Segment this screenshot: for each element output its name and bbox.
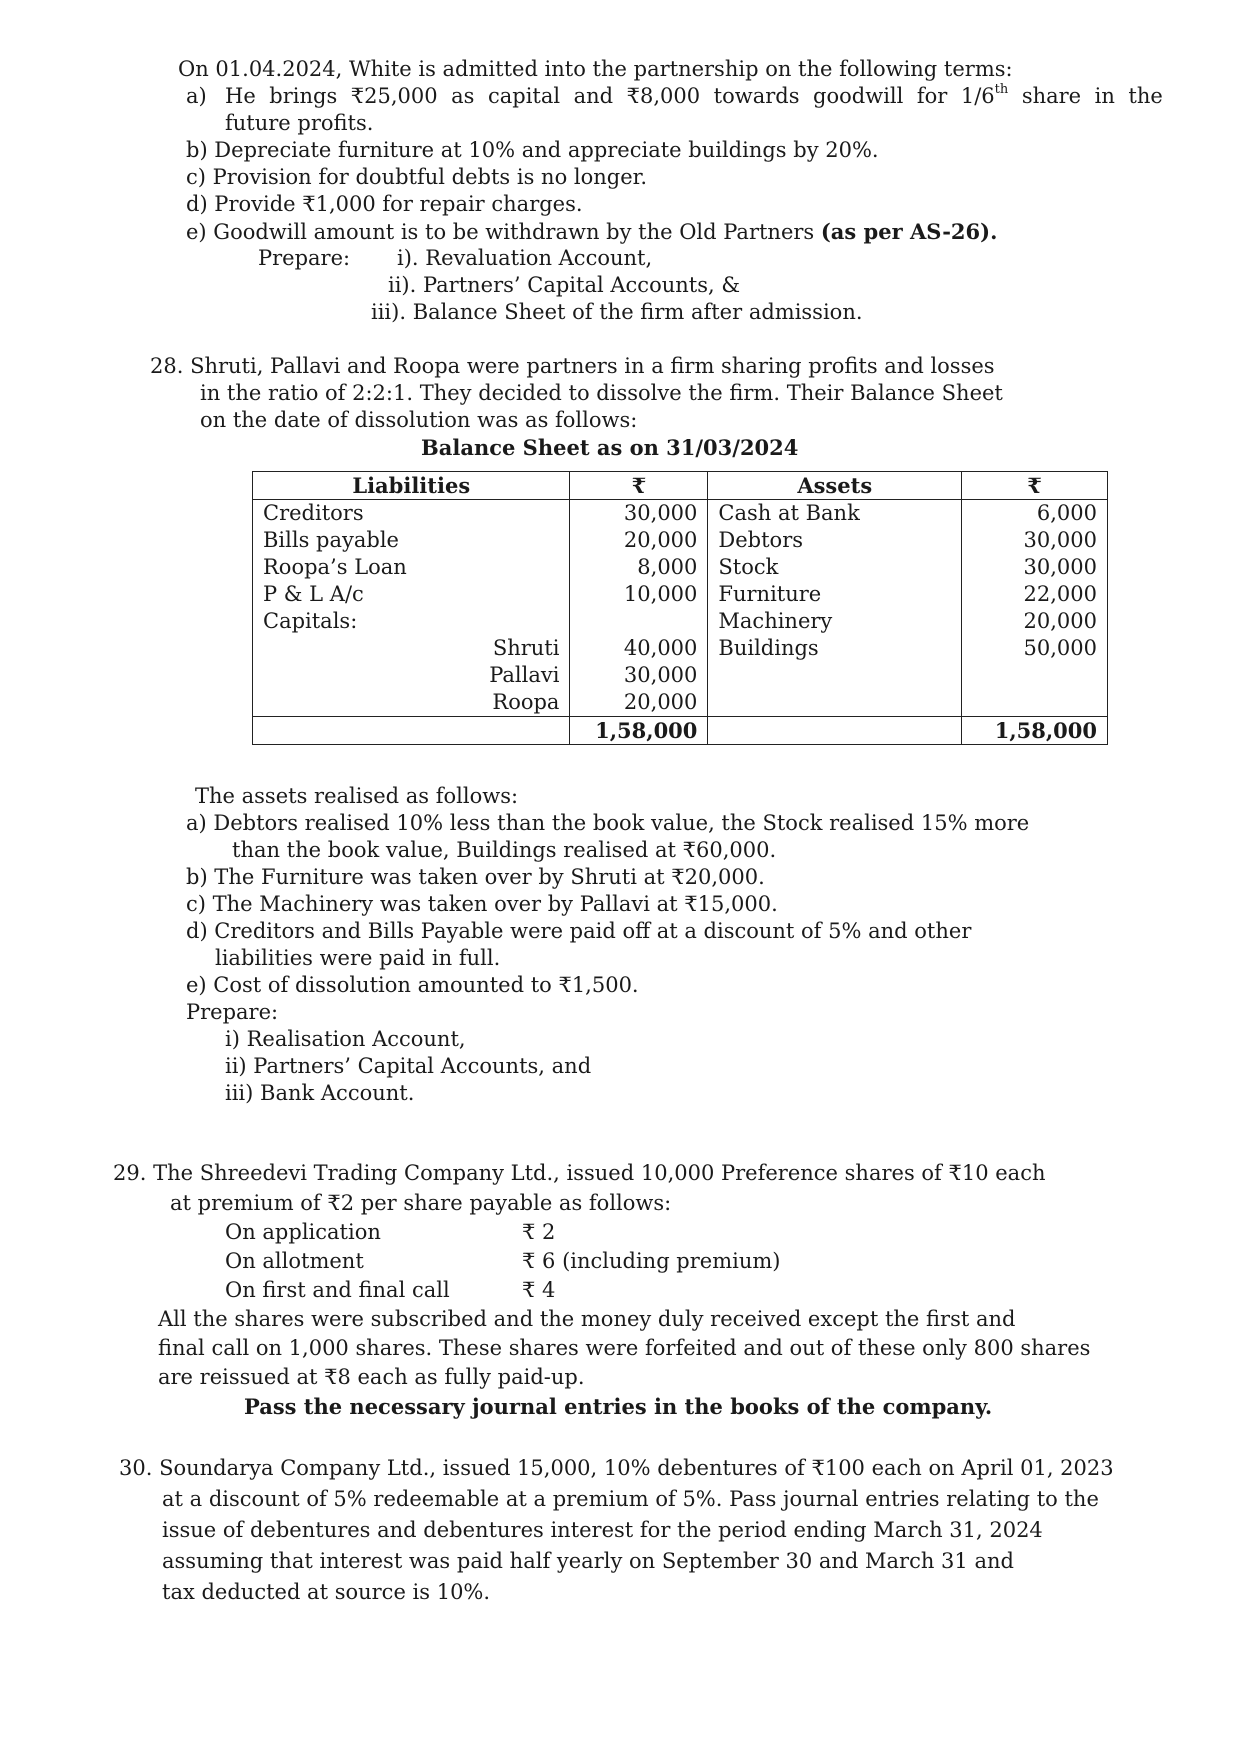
q28-realised-intro: The assets realised as follows: — [195, 784, 519, 808]
q27-a-word: the — [1128, 84, 1163, 108]
q27-prepare-item: i). Revaluation Account, — [397, 246, 653, 270]
asset-amount: 30,000 — [1023, 555, 1097, 579]
asset-item: Stock — [718, 555, 779, 579]
q28-prepare-item: ii) Partners’ Capital Accounts, and — [225, 1054, 592, 1078]
q27-c: c) Provision for doubtful debts is no longer. — [186, 165, 648, 189]
q28-prepare-item: i) Realisation Account, — [225, 1027, 466, 1051]
q28-d-line1: d) Creditors and Bills Payable were paid off at a discount of 5% and other — [186, 919, 972, 943]
q27-a-superscript: th — [994, 82, 1009, 97]
q27-a-fraction — [961, 83, 1008, 110]
liability-amounts-column — [570, 500, 708, 717]
header-rupee: ₹ — [570, 472, 708, 500]
liability-item: Roopa’s Loan — [263, 555, 407, 579]
q27-a-word: capital — [487, 84, 561, 108]
table-header-row — [253, 472, 1108, 500]
q27-a-word: as — [451, 84, 475, 108]
q28-a-line1: a) Debtors realised 10% less than the book value, the Stock realised 15% more — [186, 811, 1030, 835]
header-rupee: ₹ — [962, 472, 1108, 500]
q30-line4: assuming that interest was paid half yearly on September 30 and March 31 and — [162, 1549, 1014, 1573]
q29-para-line: All the shares were subscribed and the money duly received except the first and — [158, 1307, 1016, 1331]
asset-item: Buildings — [718, 636, 819, 660]
assets-column — [708, 500, 962, 717]
q29-para-line: are reissued at ₹8 each as fully paid-up. — [158, 1365, 585, 1389]
q27-prepare-item: ii). Partners’ Capital Accounts, & — [388, 273, 741, 297]
q27-a-word: in — [1094, 84, 1115, 108]
q28-c: c) The Machinery was taken over by Pallavi at ₹15,000. — [186, 892, 778, 916]
q28-line3: on the date of dissolution was as follows: — [200, 408, 638, 432]
q28-d-line2: liabilities were paid in full. — [215, 946, 501, 970]
q27-b: b) Depreciate furniture at 10% and appreciate buildings by 20%. — [186, 138, 879, 162]
totals-row — [253, 717, 1108, 745]
capital-amount: 20,000 — [623, 690, 698, 714]
q27-a-line1 — [225, 83, 1163, 110]
q28-prepare-item: iii) Bank Account. — [225, 1081, 415, 1105]
capital-amount: 30,000 — [623, 663, 698, 687]
q29-schedule-label: On application — [225, 1220, 381, 1244]
asset-item: Cash at Bank — [718, 501, 860, 525]
q27-d: d) Provide ₹1,000 for repair charges. — [186, 192, 583, 216]
q27-a-word: and — [573, 84, 614, 108]
liability-item: P & L A/c — [263, 582, 364, 606]
total-assets: 1,58,000 — [962, 717, 1108, 745]
liability-item: Creditors — [263, 501, 364, 525]
q27-e: e) Goodwill amount is to be withdrawn by the Old Partners (as per AS-26). — [186, 219, 998, 244]
q29-line1: 29. The Shreedevi Trading Company Ltd., issued 10,000 Preference shares of ₹10 each — [113, 1161, 1046, 1185]
q29-para-line: final call on 1,000 shares. These shares were forfeited and out of these only 800 shares — [158, 1336, 1091, 1360]
header-assets: Assets — [708, 472, 962, 500]
q29-schedule-amount: ₹ 2 — [522, 1220, 556, 1244]
q27-a-word: ₹25,000 — [350, 84, 438, 108]
q29-schedule-amount: ₹ 6 (including premium) — [522, 1249, 781, 1273]
asset-amount: 6,000 — [1036, 501, 1097, 525]
q27-a-word: brings — [269, 84, 338, 108]
liability-amount: 10,000 — [623, 582, 698, 606]
liability-amount: 20,000 — [623, 528, 698, 552]
q29-instruction: Pass the necessary journal entries in the books of the company. — [244, 1394, 993, 1419]
liability-item: Bills payable — [263, 528, 399, 552]
q28-b: b) The Furniture was taken over by Shruti at ₹20,000. — [186, 865, 765, 889]
liability-amount: 30,000 — [623, 501, 698, 525]
q27-a-word: towards — [713, 84, 800, 108]
capital-amount: 40,000 — [623, 636, 698, 660]
balance-sheet-table — [252, 471, 1108, 745]
liability-amount: 8,000 — [637, 555, 698, 579]
asset-item: Furniture — [718, 582, 822, 606]
asset-item: Machinery — [718, 609, 833, 633]
q27-a-word: share — [1021, 84, 1082, 108]
q30-line1: 30. Soundarya Company Ltd., issued 15,000, 10% debentures of ₹100 each on April 01, 2023 — [119, 1456, 1114, 1480]
q28-line1: 28. Shruti, Pallavi and Roopa were partners in a firm sharing profits and losses — [150, 354, 995, 378]
header-liabilities: Liabilities — [253, 472, 570, 500]
q29-line2: at premium of ₹2 per share payable as follows: — [170, 1191, 672, 1215]
q29-schedule-label: On allotment — [225, 1249, 364, 1273]
q28-e: e) Cost of dissolution amounted to ₹1,500. — [186, 973, 639, 997]
q30-line3: issue of debentures and debentures interest for the period ending March 31, 2024 — [162, 1518, 1043, 1542]
asset-item: Debtors — [718, 528, 804, 552]
q28-line2: in the ratio of 2:2:1. They decided to dissolve the firm. Their Balance Sheet — [200, 381, 1003, 405]
asset-amounts-column — [962, 500, 1108, 717]
q27-a-label: a) — [186, 84, 207, 108]
q27-a-line2: future profits. — [225, 111, 374, 135]
total-liabilities: 1,58,000 — [570, 717, 708, 745]
asset-amount: 20,000 — [1023, 609, 1097, 633]
liabilities-column — [253, 500, 570, 717]
q30-line2: at a discount of 5% redeemable at a premium of 5%. Pass journal entries relating to the — [162, 1487, 1099, 1511]
q29-schedule-amount: ₹ 4 — [522, 1278, 556, 1302]
q28-a-line2: than the book value, Buildings realised at ₹60,000. — [232, 838, 777, 862]
q27-a-word: 1/6 — [960, 84, 995, 108]
liability-item: Capitals: — [263, 609, 358, 633]
q28-prepare-label: Prepare: — [186, 1000, 279, 1024]
q27-prepare-label: Prepare: — [258, 246, 351, 270]
asset-amount: 50,000 — [1023, 636, 1097, 660]
asset-amount: 30,000 — [1023, 528, 1097, 552]
asset-amount: 22,000 — [1023, 582, 1097, 606]
q27-a-word: goodwill — [813, 84, 904, 108]
q27-a-word: ₹8,000 — [626, 84, 701, 108]
q27-prepare-item: iii). Balance Sheet of the firm after admission. — [371, 300, 863, 324]
q27-a-word: for — [916, 84, 948, 108]
table-body-row — [253, 500, 1108, 717]
partner-name: Roopa — [492, 690, 560, 714]
q29-schedule-label: On first and final call — [225, 1278, 450, 1302]
balance-sheet-title: Balance Sheet as on 31/03/2024 — [421, 435, 799, 460]
q27-intro: On 01.04.2024, White is admitted into the partnership on the following terms: — [178, 57, 1013, 81]
q30-line5: tax deducted at source is 10%. — [162, 1580, 491, 1604]
partner-name: Pallavi — [489, 663, 560, 687]
q27-a-word: He — [225, 84, 256, 108]
partner-name: Shruti — [492, 636, 560, 660]
